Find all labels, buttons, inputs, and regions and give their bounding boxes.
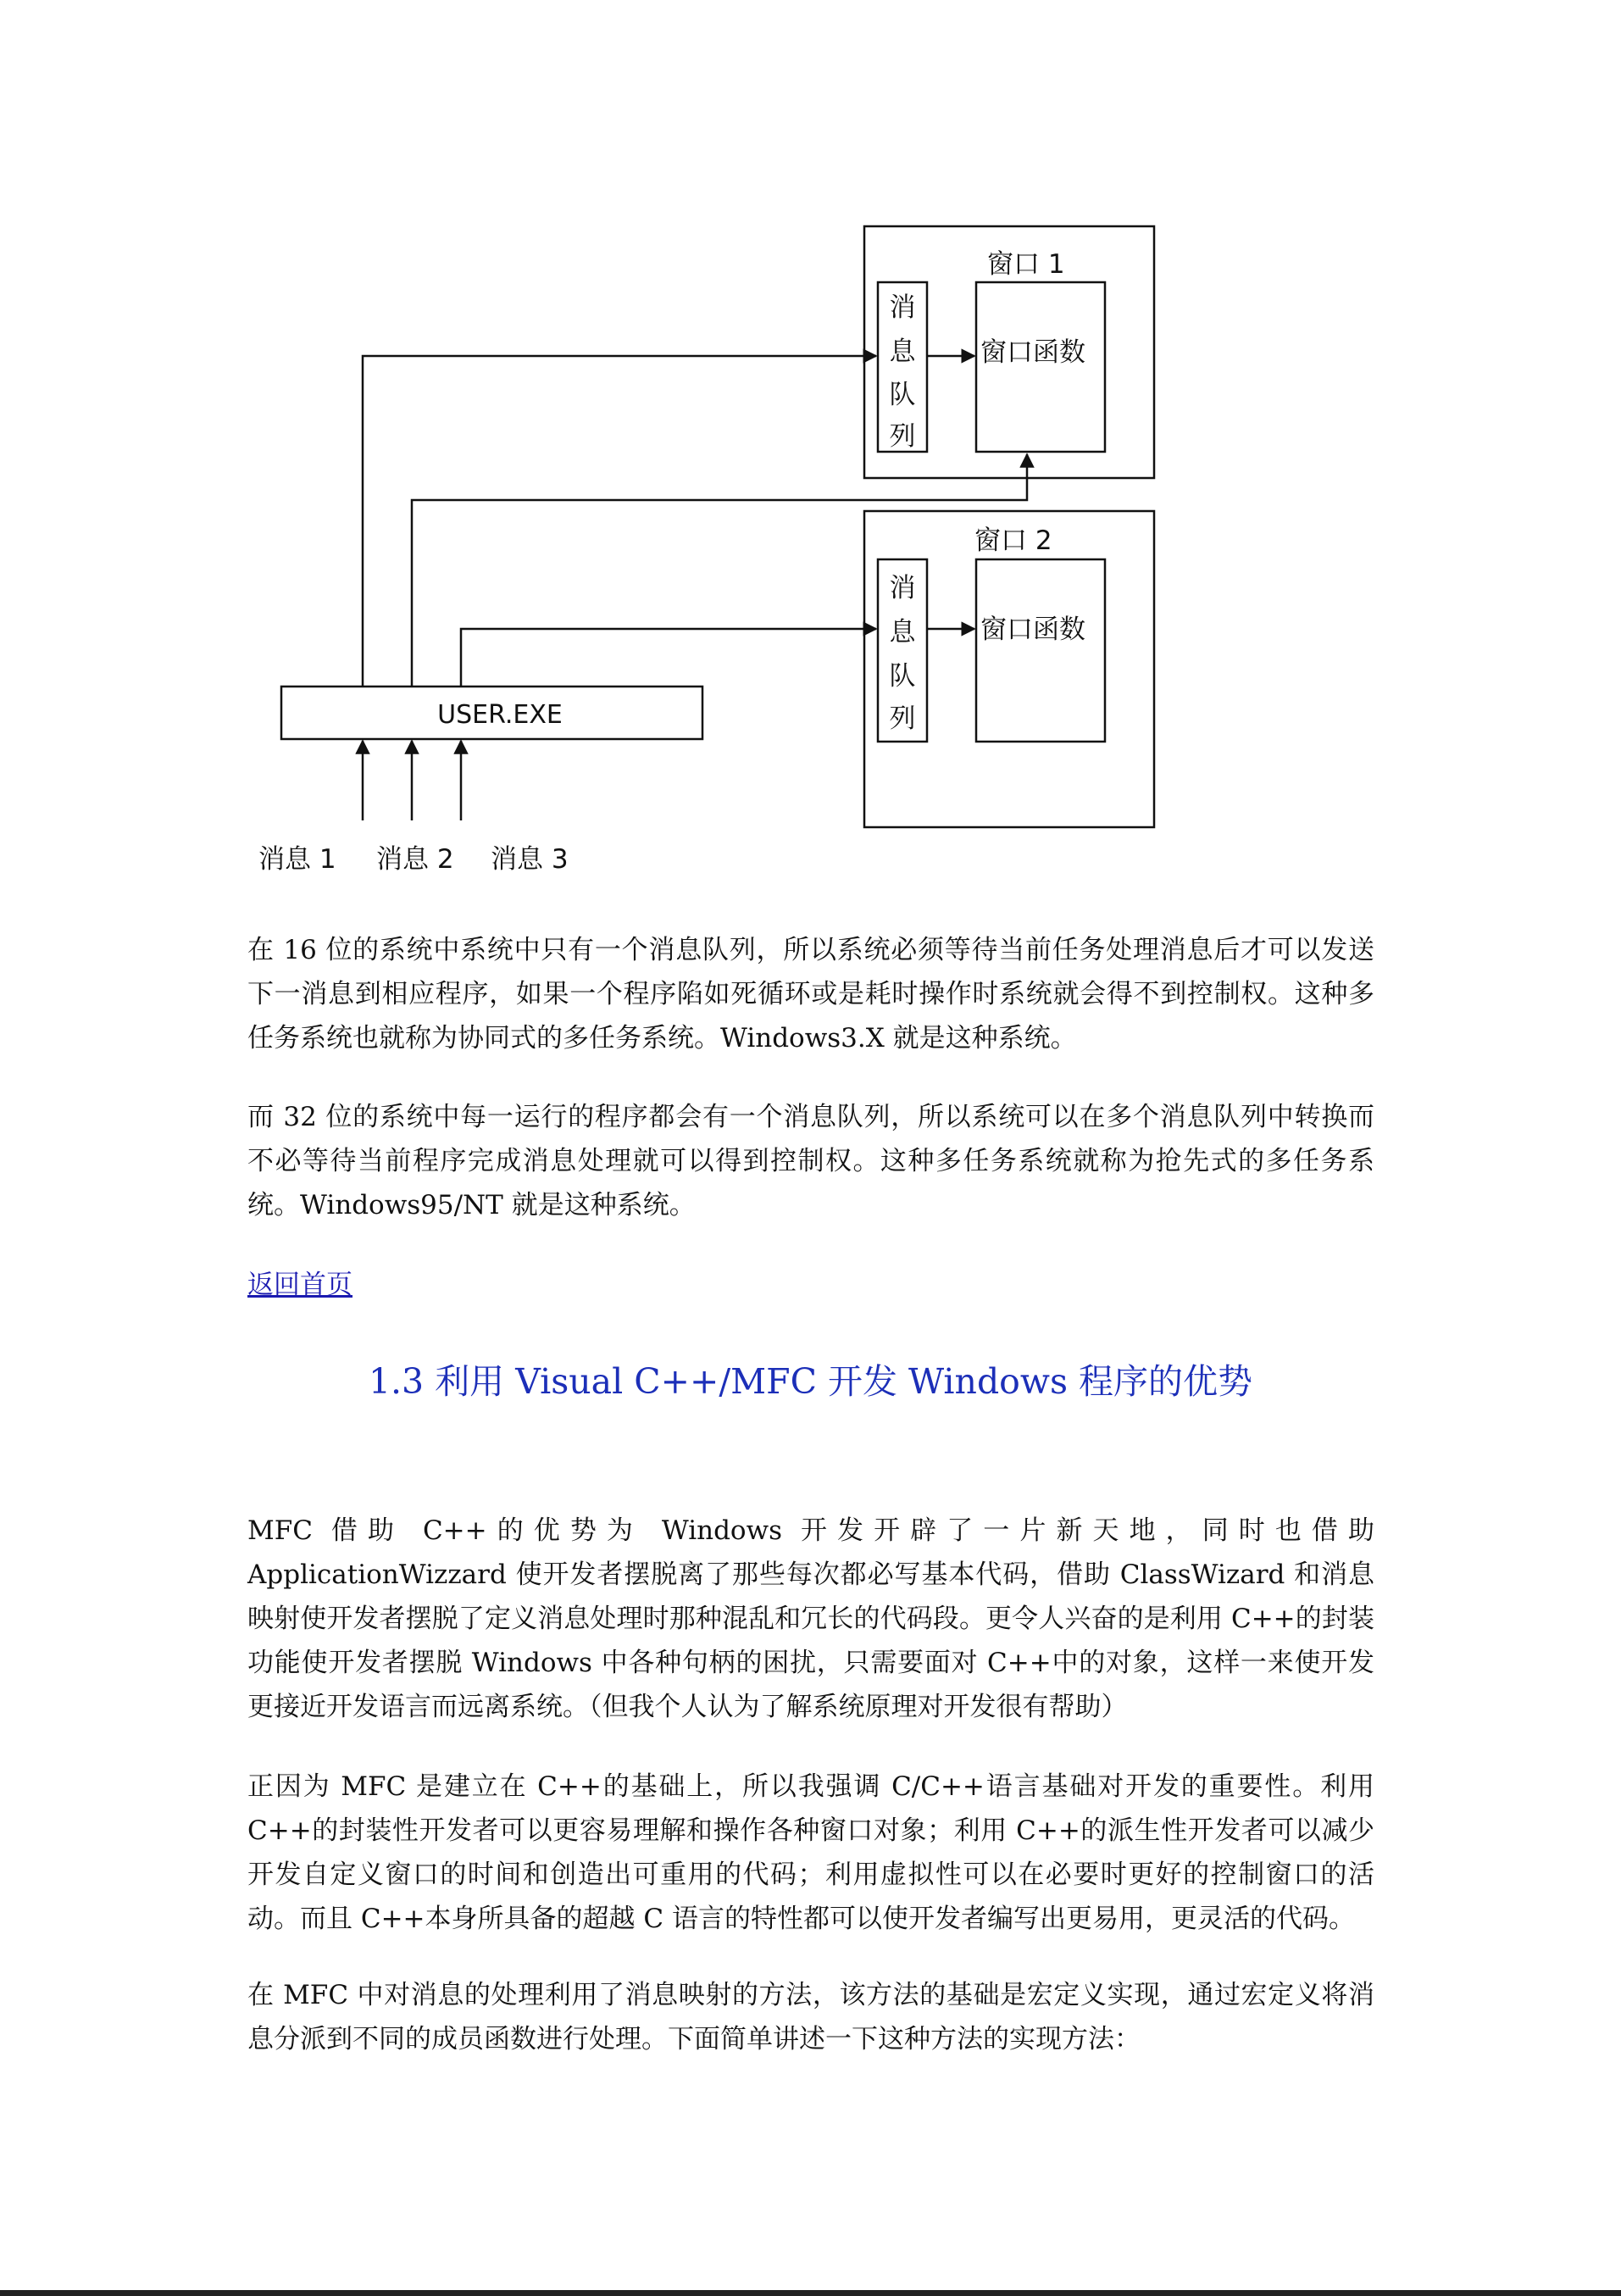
flow-line-to-window2-queue xyxy=(461,629,876,687)
window1-title: 窗口 1 xyxy=(987,249,1065,280)
window1-queue-char-3: 队 xyxy=(889,380,916,410)
flow-line-to-window1-func xyxy=(412,454,1027,687)
message-3-label: 消息 3 xyxy=(491,844,569,875)
window1-queue-char-1: 消 xyxy=(889,292,916,323)
window1-func-label: 窗口函数 xyxy=(980,337,1085,368)
window2-queue-char-3: 队 xyxy=(889,661,916,692)
window1-queue-char-2: 息 xyxy=(889,336,916,367)
window2-queue-char-4: 列 xyxy=(889,703,916,734)
message-flow-diagram xyxy=(0,0,1621,915)
section-heading: 1.3 利用 Visual C++/MFC 开发 Windows 程序的优势 xyxy=(368,1361,1253,1402)
window2-title: 窗口 2 xyxy=(974,525,1052,556)
paragraph-mfc-advantages: MFC 借助 C++的优势为 Windows 开发开辟了一片新天地，同时也借助 ApplicationWizzard 使开发者摆脱离了那些每次都必写基本代码，借助 ClassWizard 和消息映射使开发者摆脱了定义消息处理时那种混乱和冗长的代码段。更令人兴奋的是利用 C++的封装功能使开发者摆脱 Windows 中各种句柄的困扰，只需要面对 C++中的对象，这样一来使开发更接近开发语言而远离系统。（但我个人认为了解系统原理对开发很有帮助） xyxy=(247,1515,1374,1722)
paragraph-16bit-systems: 在 16 位的系统中系统中只有一个消息队列，所以系统必须等待当前任务处理消息后才可以发送下一消息到相应程序，如果一个程序陷如死循环或是耗时操作时系统就会得不到控制权。这种多任务系统也就称为协同式的多任务系统。Windows3.X 就是这种系统。 xyxy=(247,935,1374,1053)
window2-func-label: 窗口函数 xyxy=(980,614,1085,645)
paragraph-32bit-systems: 而 32 位的系统中每一运行的程序都会有一个消息队列，所以系统可以在多个消息队列中转换而不必等待当前程序完成消息处理就可以得到控制权。这种多任务系统就称为抢先式的多任务系统。Windows95/NT 就是这种系统。 xyxy=(247,1102,1374,1220)
window1-queue-char-4: 列 xyxy=(889,421,916,452)
page-bottom-border xyxy=(0,2290,1621,2296)
message-1-label: 消息 1 xyxy=(258,844,336,875)
back-to-home-link[interactable]: 返回首页 xyxy=(247,1270,353,1300)
window2-queue-char-2: 息 xyxy=(889,617,916,648)
flow-line-to-window1-queue xyxy=(363,356,876,687)
message-2-label: 消息 2 xyxy=(376,844,454,875)
paragraph-cpp-basis: 正因为 MFC 是建立在 C++的基础上，所以我强调 C/C++语言基础对开发的重要性。利用 C++的封装性开发者可以更容易理解和操作各种窗口对象；利用 C++的派生性开发者可以减少开发自定义窗口的时间和创造出可重用的代码；利用虚拟性可以在必要时更好的控制窗口的活动。而且 C++本身所具备的超越 C 语言的特性都可以使开发者编写出更易用，更灵活的代码。 xyxy=(247,1771,1374,1934)
paragraph-message-map: 在 MFC 中对消息的处理利用了消息映射的方法，该方法的基础是宏定义实现，通过宏定义将消息分派到不同的成员函数进行处理。下面简单讲述一下这种方法的实现方法： xyxy=(247,1980,1374,2054)
window2-func-box xyxy=(976,559,1105,742)
window2-queue-char-1: 消 xyxy=(889,573,916,603)
user-exe-label: USER.EXE xyxy=(437,700,563,730)
